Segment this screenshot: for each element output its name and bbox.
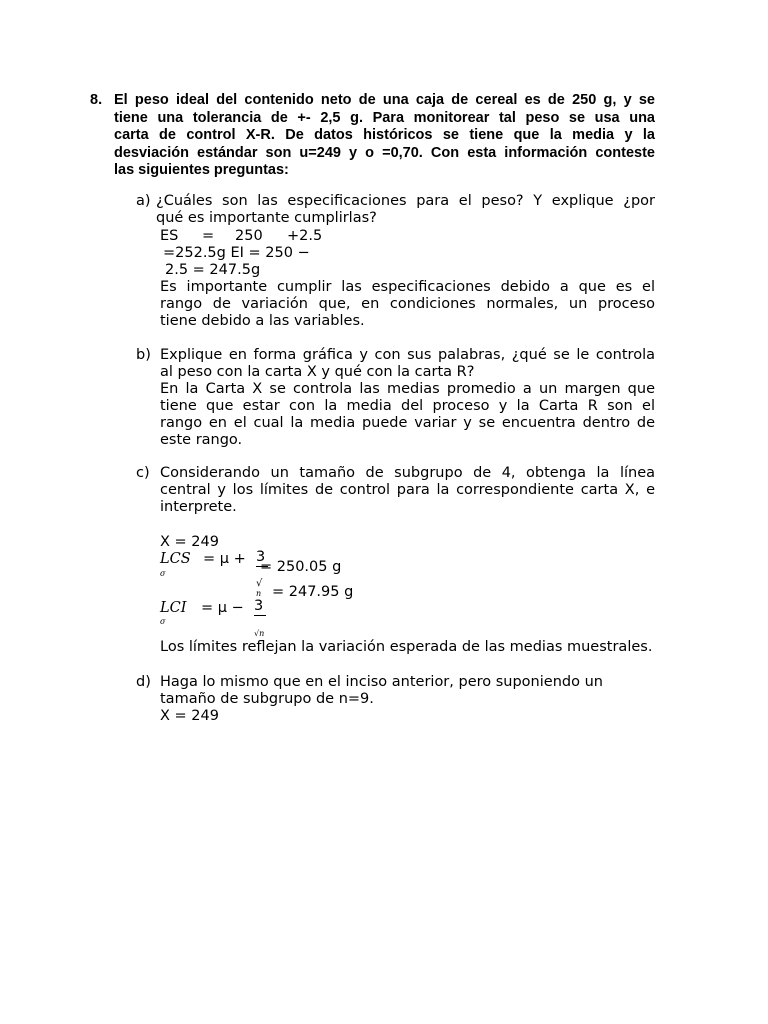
part-c-marker: c) [136,465,150,481]
lci-result: = 247.95 g [272,584,354,600]
part-d-line: tamaño de subgrupo de n=9. [160,691,374,707]
part-b-line: al peso con la carta X y qué con la carta R? [160,364,475,380]
part-a-explanation-line: tiene debido a las variables. [160,313,365,329]
lci-label: LCI [160,600,187,616]
sigma-symbol: σ [160,617,166,626]
lci-operator: = μ − [201,600,244,616]
es-equals: = [202,228,215,244]
mean-value: X = 249 [160,534,219,550]
part-b-line: En la Carta X se controla las medias promedio a un margen que [160,381,655,397]
part-b-line: rango en el cual la media puede variar y se encuentra dentro de [160,415,655,431]
part-a-marker: a) [136,193,151,209]
lcs-result: = 250.05 g [260,559,342,575]
question-line: carta de control X-R. De datos históricos se tiene que la media y la [114,127,655,143]
sigma-symbol: σ [160,569,166,578]
lcs-label: LCS [160,551,191,567]
sqrt-symbol: √ [256,578,263,589]
interpretation-text: Los límites reflejan la variación esperada de las medias muestrales. [160,639,653,655]
part-d-line: Haga lo mismo que en el inciso anterior, pero suponiendo un [160,674,603,690]
part-a-explanation-line: rango de variación que, en condiciones normales, un proceso [160,296,655,312]
mean-value: X = 249 [160,708,219,724]
es-label: ES [160,228,179,244]
question-line: las siguientes preguntas: [114,162,289,178]
part-b-marker: b) [136,347,151,363]
part-b-line: este rango. [160,432,243,448]
part-a-explanation-line: Es importante cumplir las especificaciones debido a que es el [160,279,655,295]
question-number: 8. [90,92,103,108]
lci-numerator: 3 [254,598,264,614]
spec-line: 2.5 = 247.5g [165,262,261,278]
spec-line: =252.5g EI = 250 − [163,245,310,261]
lcs-numerator: 3 [256,549,266,565]
fraction-bar [254,615,266,616]
part-a-question-line: qué es importante cumplirlas? [156,210,377,226]
sqrt-n-symbol: √n [254,629,265,638]
part-c-line: Considerando un tamaño de subgrupo de 4, obtenga la línea [160,465,655,481]
es-value: 250 [235,228,263,244]
question-line: desviación estándar son u=249 y o =0,70. Con esta información conteste [114,144,655,161]
part-d-marker: d) [136,674,151,690]
n-symbol: n [256,589,262,598]
es-tolerance: +2.5 [287,228,323,244]
question-line: El peso ideal del contenido neto de una caja de cereal es de 250 g, y se [114,92,655,108]
part-b-line: tiene que estar con la media del proceso y la Carta R son el [160,398,655,414]
part-c-line: interprete. [160,499,237,515]
question-line: tiene una tolerancia de +- 2,5 g. Para monitorear tal peso se usa una [114,109,655,126]
lcs-operator: = μ + [203,551,246,567]
question-statement [114,92,655,180]
part-b-line: Explique en forma gráfica y con sus palabras, ¿qué se le controla [160,347,655,363]
part-a-question-line: ¿Cuáles son las especificaciones para el peso? Y explique ¿por [156,193,655,209]
part-c-line: central y los límites de control para la correspondiente carta X, e [160,482,655,498]
